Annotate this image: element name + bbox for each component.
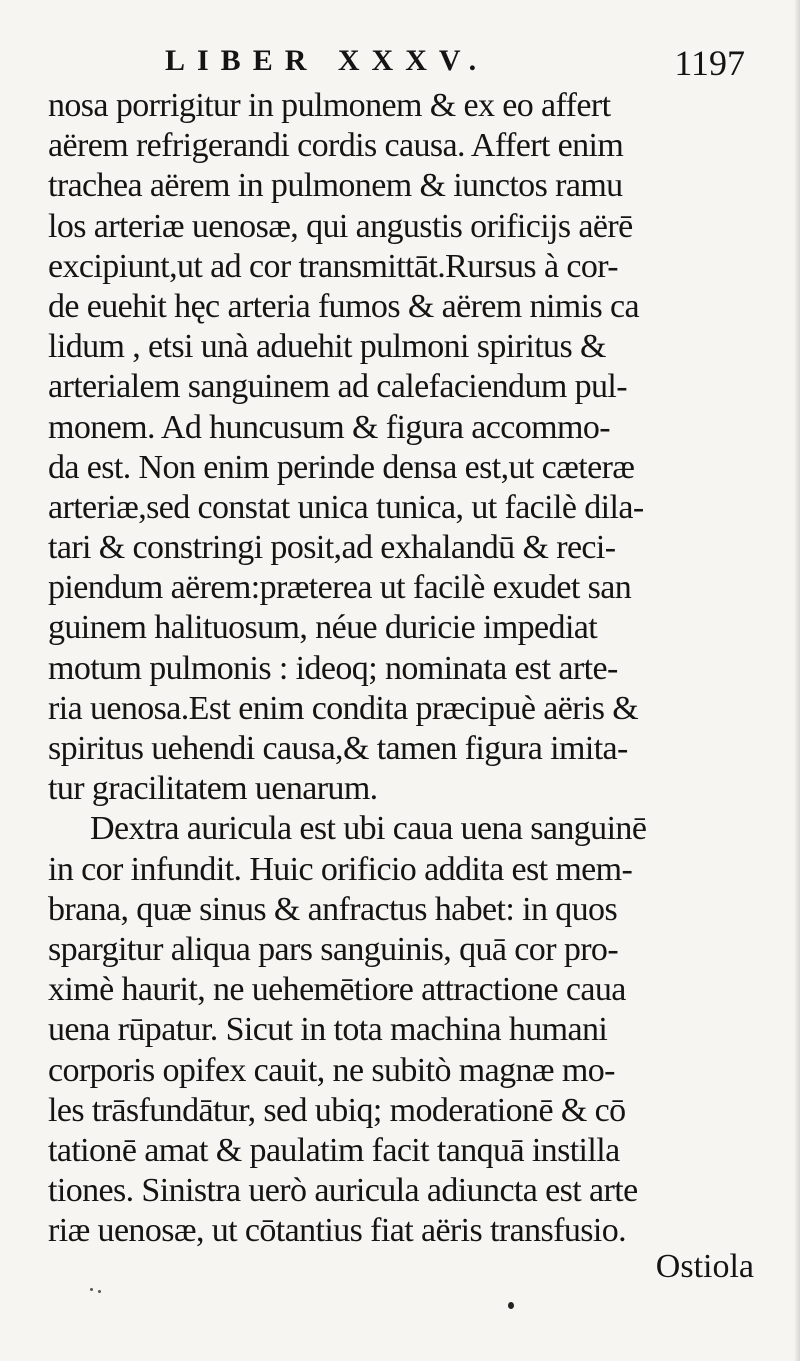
text-line: nosa porrigitur in pulmonem & ex eo affert <box>48 87 611 124</box>
text-line: tari & constringi posit,ad exhalandū & reci- <box>48 529 616 567</box>
text-line: spiritus uehendi causa,& tamen figura imita- <box>48 730 628 767</box>
text-line: los arteriæ uenosæ, qui angustis orificijs aërē <box>48 207 633 245</box>
ink-speck <box>90 1288 93 1291</box>
text-line: de euehit hęc arteria fumos & aërem nimis ca <box>48 287 639 325</box>
text-line: les trāsfundātur, sed ubiq; moderationē & cō <box>48 1091 626 1129</box>
text-line: corporis opifex cauit, ne subitò magnæ mo- <box>48 1051 615 1089</box>
text-line: arteriæ,sed constat unica tunica, ut facilè dila- <box>48 488 644 526</box>
text-line: da est. Non enim perinde densa est,ut cæteræ <box>48 448 635 486</box>
text-line: trachea aërem in pulmonem & iunctos ramu <box>48 167 623 205</box>
text-line: ria uenosa.Est enim condita præcipuè aëris & <box>48 689 639 727</box>
text-line: tationē amat & paulatim facit tanquā instilla <box>48 1131 620 1169</box>
text-line: motum pulmonis : ideoq; nominata est arte- <box>48 649 618 687</box>
ink-speck <box>508 1302 514 1309</box>
text-line: ximè haurit, ne uehemētiore attractione caua <box>48 971 626 1009</box>
text-line: piendum aërem:præterea ut facilè exudet san <box>48 569 632 607</box>
ink-speck <box>98 1290 101 1293</box>
page-number: 1197 <box>674 43 745 83</box>
text-line: tiones. Sinistra uerò auricula adiuncta est arte <box>48 1172 638 1210</box>
catchword: Ostiola <box>655 1248 754 1285</box>
page-edge <box>794 0 800 1361</box>
text-line: spargitur aliqua pars sanguinis, quā cor pro- <box>48 930 619 968</box>
text-line: uena rūpatur. Sicut in tota machina humani <box>48 1011 608 1049</box>
text-line: aërem refrigerandi cordis causa. Affert enim <box>48 127 624 165</box>
text-line: arterialem sanguinem ad calefaciendum pul- <box>48 368 627 406</box>
text-line: guinem halituosum, néue duricie impediat <box>48 609 598 647</box>
text-line: in cor infundit. Huic orificio addita est mem- <box>48 850 633 888</box>
text-line: excipiunt,ut ad cor transmittāt.Rursus à cor- <box>48 247 618 285</box>
running-head: LIBER XXXV. <box>165 44 489 77</box>
text-line: monem. Ad huncusum & figura accommo- <box>48 408 610 446</box>
text-line: brana, quæ sinus & anfractus habet: in quos <box>48 890 618 928</box>
text-line: lidum , etsi unà aduehit pulmoni spiritus & <box>48 328 606 366</box>
body-text <box>48 86 758 1251</box>
text-line: tur gracilitatem uenarum. <box>48 770 378 808</box>
text-line: riæ uenosæ, ut cōtantius fiat aëris transfusio. <box>48 1212 627 1250</box>
paragraph-start-line: Dextra auricula est ubi caua uena sanguinē <box>90 810 647 848</box>
